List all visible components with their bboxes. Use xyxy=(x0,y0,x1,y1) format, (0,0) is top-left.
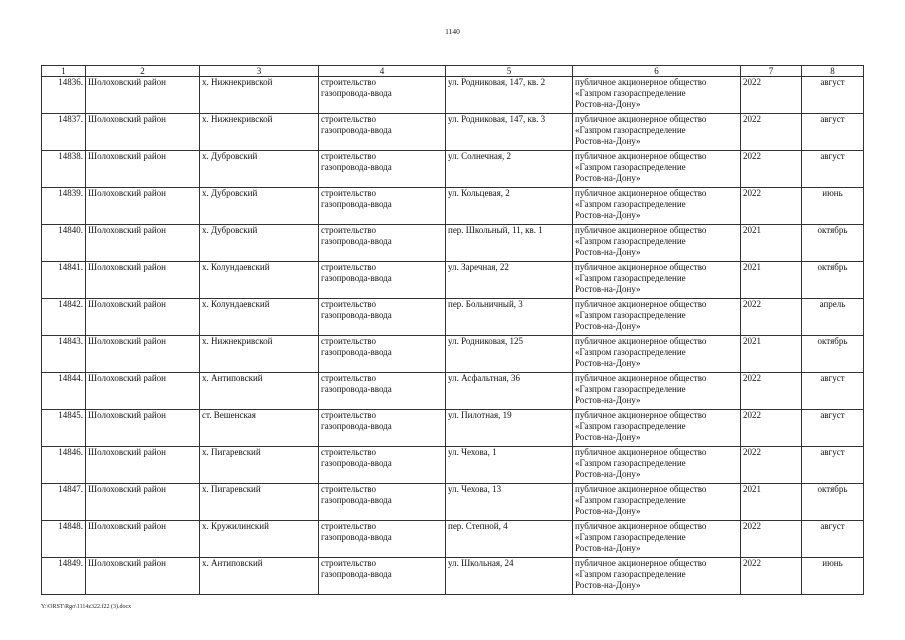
month-cell: октябрь xyxy=(802,484,864,521)
locality-cell: х. Нижнекривской xyxy=(200,77,319,114)
month-cell: август xyxy=(802,410,864,447)
organization-cell-line: Ростов-на-Дону» xyxy=(575,432,641,443)
column-number: 3 xyxy=(200,66,319,77)
row-number: 14844. xyxy=(42,373,86,410)
work-type-cell-line: газопровода-ввода xyxy=(321,125,392,136)
locality-cell: х. Дубровский xyxy=(200,188,319,225)
month-cell: июнь xyxy=(802,188,864,225)
organization-cell-line: Ростов-на-Дону» xyxy=(575,543,641,554)
table-row xyxy=(42,410,864,447)
work-type-cell-line: строительство xyxy=(321,77,376,87)
locality-cell: х. Антиповский xyxy=(200,373,319,410)
organization-cell-line: публичное акционерное общество xyxy=(575,410,707,420)
locality-cell: ст. Вешенская xyxy=(200,410,319,447)
table-row xyxy=(42,225,864,262)
organization-cell xyxy=(573,151,741,188)
row-number: 14836. xyxy=(42,77,86,114)
table-row xyxy=(42,151,864,188)
organization-cell-line: Ростов-на-Дону» xyxy=(575,358,641,369)
row-number: 14841. xyxy=(42,262,86,299)
organization-cell xyxy=(573,484,741,521)
organization-cell-line: публичное акционерное общество xyxy=(575,262,707,272)
district-cell: Шолоховский район xyxy=(86,336,200,373)
organization-cell xyxy=(573,373,741,410)
month-cell: август xyxy=(802,77,864,114)
district-cell: Шолоховский район xyxy=(86,188,200,225)
organization-cell-line: «Газпром газораспределение xyxy=(575,347,686,358)
row-number: 14843. xyxy=(42,336,86,373)
row-number: 14840. xyxy=(42,225,86,262)
organization-cell-line: «Газпром газораспределение xyxy=(575,569,686,580)
work-type-cell xyxy=(319,299,446,336)
work-type-cell-line: газопровода-ввода xyxy=(321,532,392,543)
locality-cell: х. Кружилинский xyxy=(200,521,319,558)
work-type-cell-line: строительство xyxy=(321,373,376,383)
organization-cell xyxy=(573,262,741,299)
work-type-cell xyxy=(319,262,446,299)
year-cell: 2022 xyxy=(741,558,802,595)
district-cell: Шолоховский район xyxy=(86,262,200,299)
organization-cell-line: Ростов-на-Дону» xyxy=(575,395,641,406)
organization-cell-line: Ростов-на-Дону» xyxy=(575,321,641,332)
table-row xyxy=(42,188,864,225)
organization-cell-line: публичное акционерное общество xyxy=(575,521,707,531)
address-cell: ул. Чехова, 13 xyxy=(446,484,573,521)
work-type-cell-line: строительство xyxy=(321,188,376,198)
row-number: 14839. xyxy=(42,188,86,225)
district-cell: Шолоховский район xyxy=(86,447,200,484)
organization-cell-line: публичное акционерное общество xyxy=(575,373,707,383)
work-type-cell-line: строительство xyxy=(321,299,376,309)
organization-cell-line: Ростов-на-Дону» xyxy=(575,284,641,295)
work-type-cell-line: газопровода-ввода xyxy=(321,310,392,321)
work-type-cell xyxy=(319,336,446,373)
organization-cell-line: «Газпром газораспределение xyxy=(575,495,686,506)
table-row xyxy=(42,373,864,410)
organization-cell-line: публичное акционерное общество xyxy=(575,151,707,161)
year-cell: 2021 xyxy=(741,336,802,373)
work-type-cell-line: газопровода-ввода xyxy=(321,384,392,395)
work-type-cell-line: строительство xyxy=(321,521,376,531)
work-type-cell-line: строительство xyxy=(321,151,376,161)
table-row xyxy=(42,521,864,558)
organization-cell-line: публичное акционерное общество xyxy=(575,225,707,235)
work-type-cell-line: строительство xyxy=(321,262,376,272)
address-cell: ул. Солнечная, 2 xyxy=(446,151,573,188)
organization-cell-line: «Газпром газораспределение xyxy=(575,458,686,469)
organization-cell xyxy=(573,410,741,447)
organization-cell-line: публичное акционерное общество xyxy=(575,114,707,124)
work-type-cell-line: строительство xyxy=(321,484,376,494)
month-cell: октябрь xyxy=(802,225,864,262)
organization-cell xyxy=(573,447,741,484)
year-cell: 2022 xyxy=(741,114,802,151)
organization-cell xyxy=(573,77,741,114)
table-row xyxy=(42,336,864,373)
organization-cell-line: Ростов-на-Дону» xyxy=(575,210,641,221)
locality-cell: х. Пигаревский xyxy=(200,484,319,521)
locality-cell: х. Колундаевский xyxy=(200,262,319,299)
year-cell: 2022 xyxy=(741,188,802,225)
organization-cell-line: «Газпром газораспределение xyxy=(575,273,686,284)
year-cell: 2022 xyxy=(741,77,802,114)
table-row xyxy=(42,114,864,151)
year-cell: 2021 xyxy=(741,262,802,299)
locality-cell: х. Дубровский xyxy=(200,151,319,188)
district-cell: Шолоховский район xyxy=(86,484,200,521)
work-type-cell-line: газопровода-ввода xyxy=(321,421,392,432)
column-number: 8 xyxy=(802,66,864,77)
work-type-cell-line: газопровода-ввода xyxy=(321,88,392,99)
month-cell: август xyxy=(802,521,864,558)
address-cell: ул. Родниковая, 147, кв. 3 xyxy=(446,114,573,151)
district-cell: Шолоховский район xyxy=(86,225,200,262)
column-number: 7 xyxy=(741,66,802,77)
year-cell: 2021 xyxy=(741,484,802,521)
month-cell: октябрь xyxy=(802,336,864,373)
row-number: 14838. xyxy=(42,151,86,188)
column-number: 1 xyxy=(42,66,86,77)
footer-file-path: Y:\ORST\Rgo\1114z322.f22 (3).docx xyxy=(41,604,132,610)
work-type-cell-line: газопровода-ввода xyxy=(321,495,392,506)
organization-cell xyxy=(573,188,741,225)
organization-cell-line: публичное акционерное общество xyxy=(575,77,707,87)
district-cell: Шолоховский район xyxy=(86,373,200,410)
work-type-cell-line: строительство xyxy=(321,114,376,124)
page-number: 1140 xyxy=(445,27,460,36)
work-type-cell xyxy=(319,410,446,447)
locality-cell: х. Колундаевский xyxy=(200,299,319,336)
column-number: 6 xyxy=(573,66,741,77)
locality-cell: х. Нижнекривской xyxy=(200,336,319,373)
year-cell: 2022 xyxy=(741,521,802,558)
work-type-cell xyxy=(319,484,446,521)
column-number: 2 xyxy=(86,66,200,77)
organization-cell-line: «Газпром газораспределение xyxy=(575,421,686,432)
row-number: 14846. xyxy=(42,447,86,484)
organization-cell xyxy=(573,225,741,262)
district-cell: Шолоховский район xyxy=(86,521,200,558)
organization-cell-line: «Газпром газораспределение xyxy=(575,532,686,543)
locality-cell: х. Антиповский xyxy=(200,558,319,595)
district-cell: Шолоховский район xyxy=(86,299,200,336)
organization-cell-line: «Газпром газораспределение xyxy=(575,236,686,247)
month-cell: октябрь xyxy=(802,262,864,299)
work-type-cell-line: газопровода-ввода xyxy=(321,458,392,469)
table-row xyxy=(42,484,864,521)
address-cell: ул. Заречная, 22 xyxy=(446,262,573,299)
work-type-cell xyxy=(319,151,446,188)
organization-cell-line: «Газпром газораспределение xyxy=(575,125,686,136)
organization-cell-line: публичное акционерное общество xyxy=(575,336,707,346)
month-cell: июнь xyxy=(802,558,864,595)
year-cell: 2022 xyxy=(741,373,802,410)
month-cell: апрель xyxy=(802,299,864,336)
work-type-cell-line: газопровода-ввода xyxy=(321,273,392,284)
organization-cell xyxy=(573,336,741,373)
month-cell: август xyxy=(802,447,864,484)
column-number-row xyxy=(42,66,864,77)
organization-cell xyxy=(573,558,741,595)
organization-cell-line: «Газпром газораспределение xyxy=(575,199,686,210)
organization-cell-line: Ростов-на-Дону» xyxy=(575,99,641,110)
organization-cell-line: Ростов-на-Дону» xyxy=(575,580,641,591)
organization-cell-line: публичное акционерное общество xyxy=(575,447,707,457)
work-type-cell-line: газопровода-ввода xyxy=(321,199,392,210)
organization-cell xyxy=(573,114,741,151)
organization-cell-line: «Газпром газораспределение xyxy=(575,162,686,173)
work-type-cell-line: строительство xyxy=(321,558,376,568)
work-type-cell-line: газопровода-ввода xyxy=(321,162,392,173)
work-type-cell xyxy=(319,77,446,114)
organization-cell-line: Ростов-на-Дону» xyxy=(575,506,641,517)
year-cell: 2022 xyxy=(741,299,802,336)
organization-cell xyxy=(573,299,741,336)
organization-cell xyxy=(573,521,741,558)
organization-cell-line: публичное акционерное общество xyxy=(575,188,707,198)
row-number: 14847. xyxy=(42,484,86,521)
work-type-cell-line: строительство xyxy=(321,225,376,235)
address-cell: пер. Больничный, 3 xyxy=(446,299,573,336)
address-cell: ул. Пилотная, 19 xyxy=(446,410,573,447)
year-cell: 2021 xyxy=(741,225,802,262)
year-cell: 2022 xyxy=(741,410,802,447)
table-row xyxy=(42,447,864,484)
row-number: 14849. xyxy=(42,558,86,595)
organization-cell-line: публичное акционерное общество xyxy=(575,299,707,309)
row-number: 14837. xyxy=(42,114,86,151)
table-row xyxy=(42,558,864,595)
address-cell: ул. Чехова, 1 xyxy=(446,447,573,484)
registry-table xyxy=(41,65,864,595)
address-cell: пер. Школьный, 11, кв. 1 xyxy=(446,225,573,262)
organization-cell-line: Ростов-на-Дону» xyxy=(575,247,641,258)
locality-cell: х. Пигаревский xyxy=(200,447,319,484)
table-row xyxy=(42,262,864,299)
table-row xyxy=(42,299,864,336)
organization-cell-line: Ростов-на-Дону» xyxy=(575,136,641,147)
address-cell: ул. Родниковая, 147, кв. 2 xyxy=(446,77,573,114)
organization-cell-line: Ростов-на-Дону» xyxy=(575,469,641,480)
organization-cell-line: «Газпром газораспределение xyxy=(575,310,686,321)
district-cell: Шолоховский район xyxy=(86,77,200,114)
row-number: 14842. xyxy=(42,299,86,336)
work-type-cell-line: газопровода-ввода xyxy=(321,347,392,358)
row-number: 14848. xyxy=(42,521,86,558)
work-type-cell-line: строительство xyxy=(321,336,376,346)
year-cell: 2022 xyxy=(741,151,802,188)
address-cell: ул. Асфальтная, 36 xyxy=(446,373,573,410)
work-type-cell-line: строительство xyxy=(321,447,376,457)
organization-cell-line: публичное акционерное общество xyxy=(575,558,707,568)
work-type-cell xyxy=(319,225,446,262)
month-cell: август xyxy=(802,114,864,151)
month-cell: август xyxy=(802,373,864,410)
locality-cell: х. Дубровский xyxy=(200,225,319,262)
work-type-cell xyxy=(319,558,446,595)
year-cell: 2022 xyxy=(741,447,802,484)
table-row xyxy=(42,77,864,114)
column-number: 4 xyxy=(319,66,446,77)
organization-cell-line: публичное акционерное общество xyxy=(575,484,707,494)
work-type-cell-line: строительство xyxy=(321,410,376,420)
column-number: 5 xyxy=(446,66,573,77)
table-body xyxy=(42,77,864,595)
work-type-cell xyxy=(319,447,446,484)
address-cell: пер. Степной, 4 xyxy=(446,521,573,558)
locality-cell: х. Нижнекривской xyxy=(200,114,319,151)
organization-cell-line: «Газпром газораспределение xyxy=(575,384,686,395)
work-type-cell xyxy=(319,188,446,225)
district-cell: Шолоховский район xyxy=(86,558,200,595)
work-type-cell xyxy=(319,521,446,558)
district-cell: Шолоховский район xyxy=(86,151,200,188)
work-type-cell xyxy=(319,114,446,151)
district-cell: Шолоховский район xyxy=(86,114,200,151)
district-cell: Шолоховский район xyxy=(86,410,200,447)
organization-cell-line: «Газпром газораспределение xyxy=(575,88,686,99)
month-cell: август xyxy=(802,151,864,188)
address-cell: ул. Родниковая, 125 xyxy=(446,336,573,373)
row-number: 14845. xyxy=(42,410,86,447)
work-type-cell xyxy=(319,373,446,410)
organization-cell-line: Ростов-на-Дону» xyxy=(575,173,641,184)
address-cell: ул. Кольцевая, 2 xyxy=(446,188,573,225)
work-type-cell-line: газопровода-ввода xyxy=(321,236,392,247)
address-cell: ул. Школьная, 24 xyxy=(446,558,573,595)
work-type-cell-line: газопровода-ввода xyxy=(321,569,392,580)
